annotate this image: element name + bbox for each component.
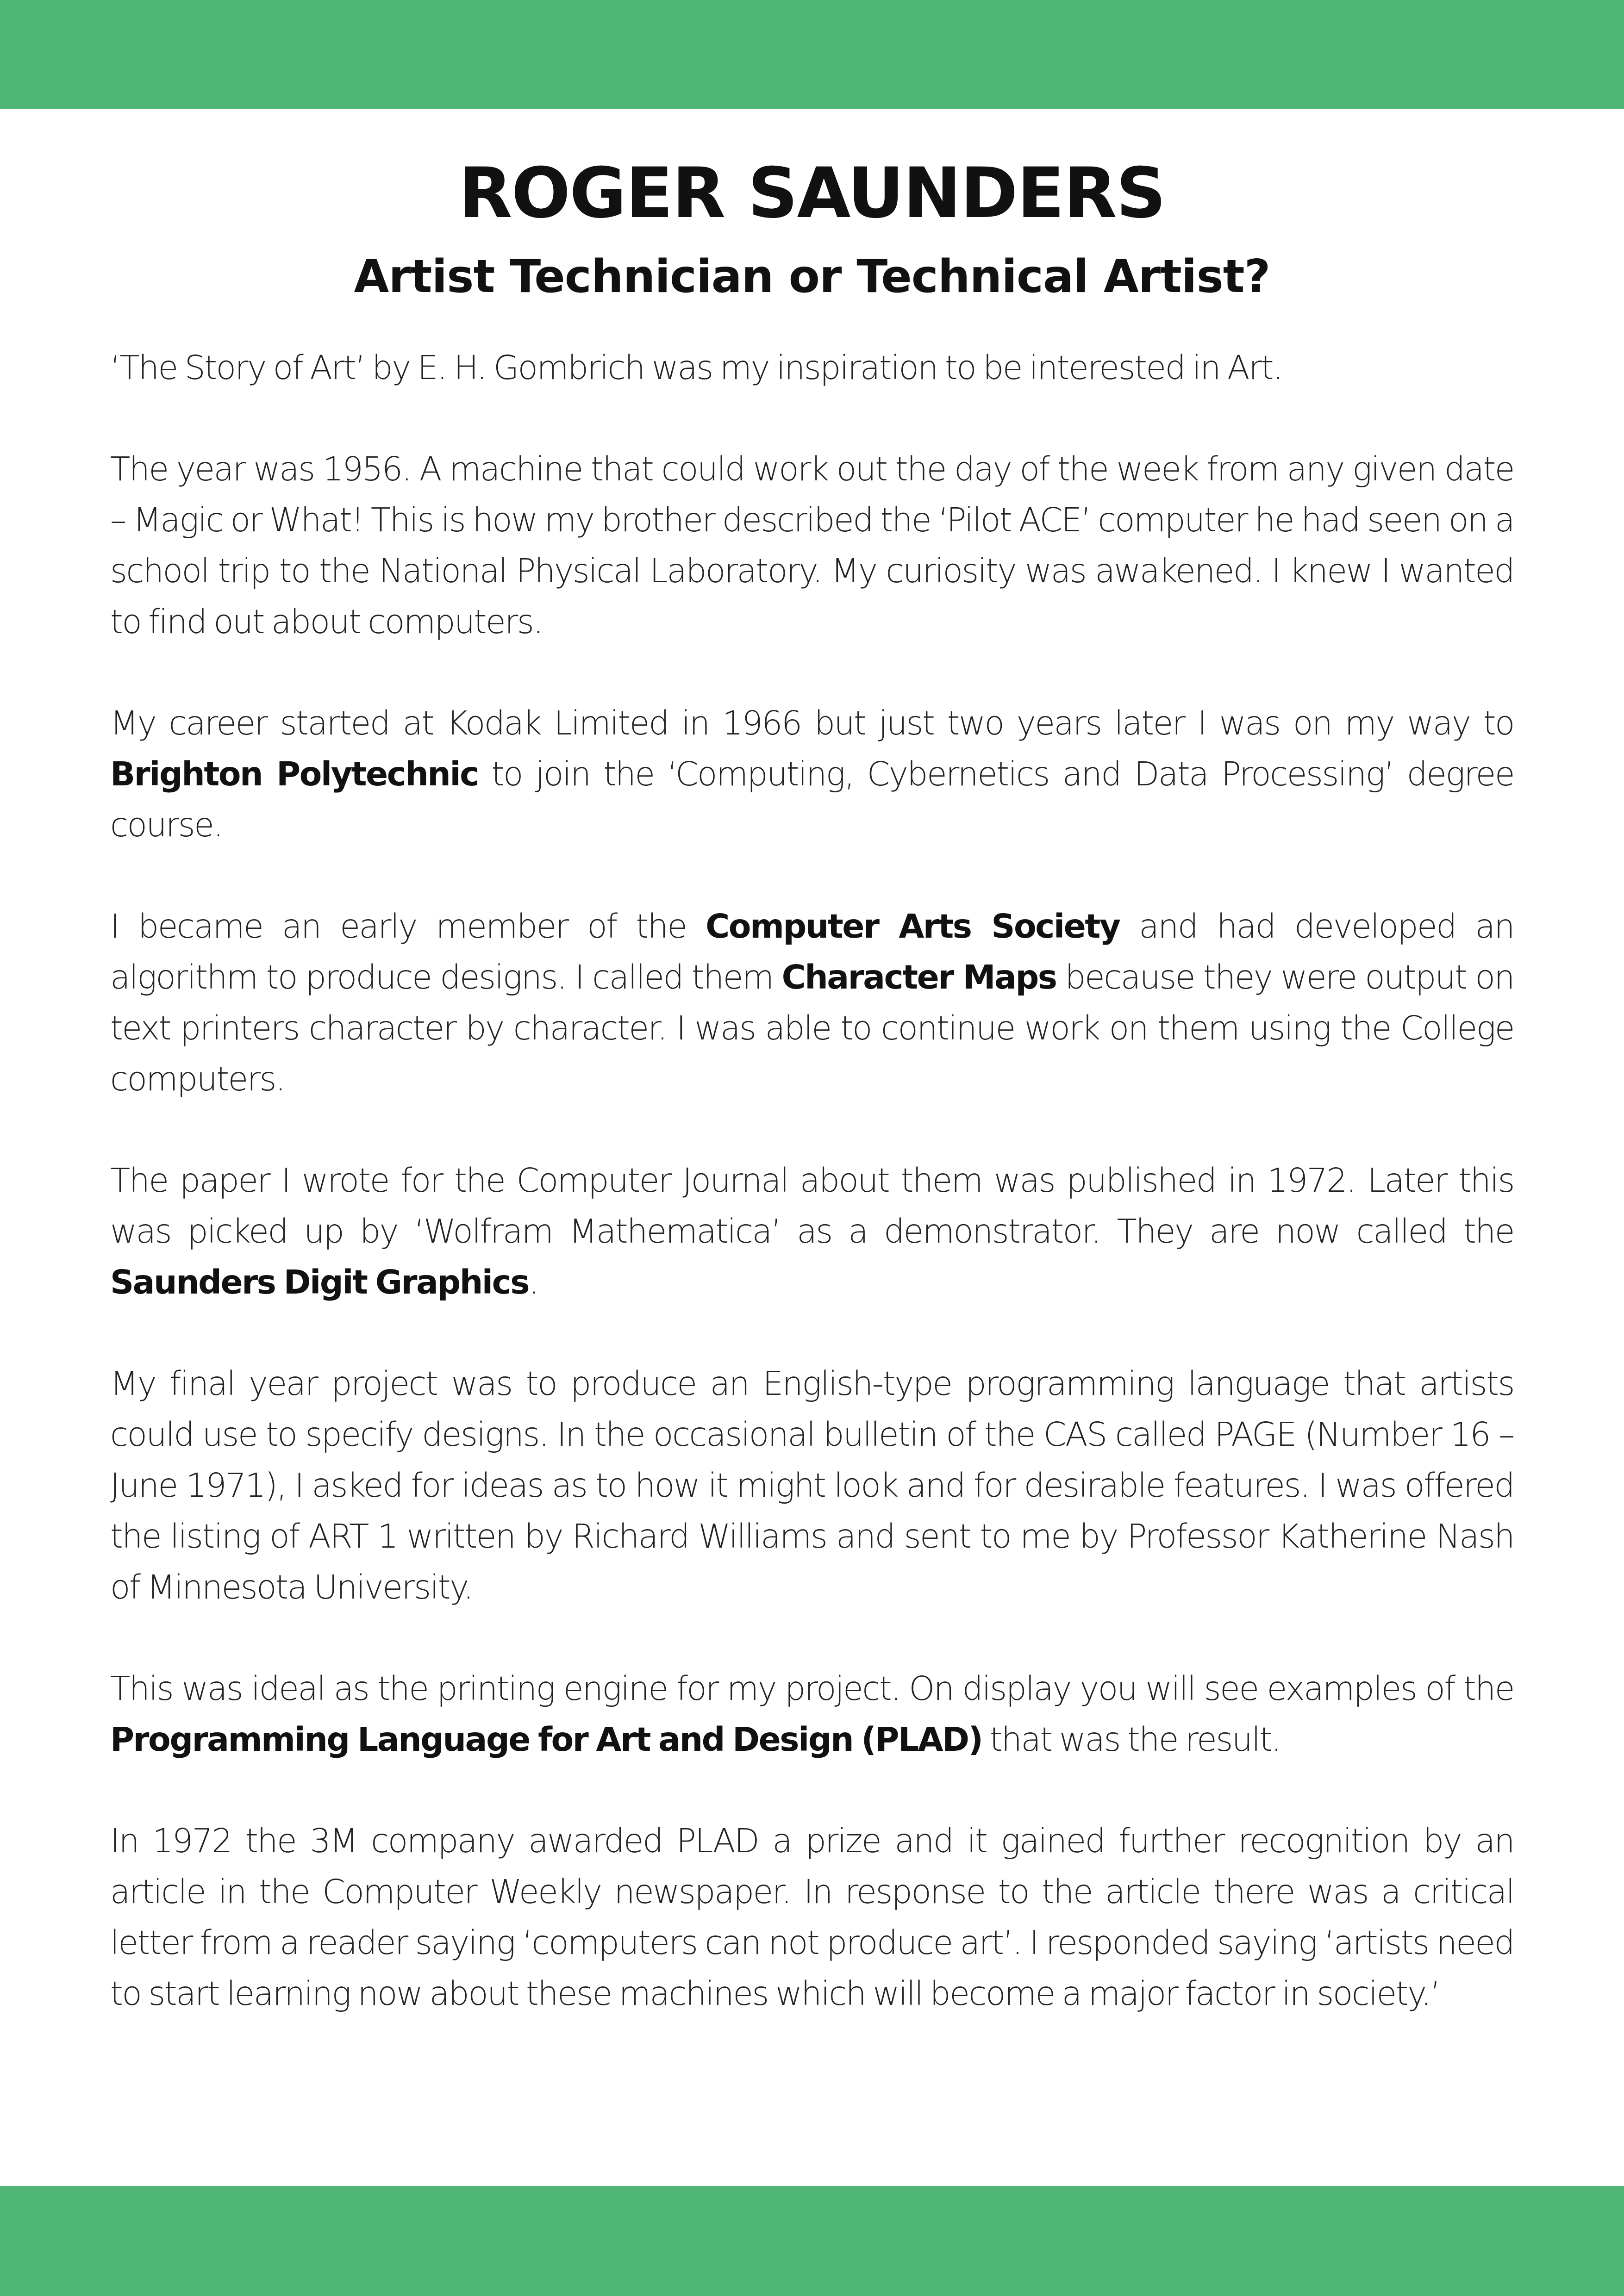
journal-text-start: The paper I wrote for the Computer Journal about them was published in 1972. Later this was picked up by ‘Wolfram Mathematica’ as a demonstrator. They are now called the xyxy=(110,1161,1514,1251)
paragraph-recognition: In 1972 the 3M company awarded PLAD a prize and it gained further recognition by an article in the Computer Weekly newspaper. In response to the article there was a critical letter from a reader saying ‘computers can not produce art’. I responded saying ‘artists need to start learning now about these machines which will become a major factor in society.’ xyxy=(110,1822,1514,2013)
page-subtitle: Artist Technician or Technical Artist? xyxy=(354,250,1270,303)
brighton-polytechnic-highlight: Brighton Polytechnic xyxy=(110,755,478,793)
plad-highlight: Programming Language for Art and Design (PLAD) xyxy=(110,1720,982,1759)
paragraph-career xyxy=(110,698,1514,851)
cas-text-start: I became an early member of the xyxy=(110,907,706,946)
saunders-digit-graphics-highlight: Saunders Digit Graphics xyxy=(110,1263,529,1301)
header xyxy=(0,147,1624,314)
paragraph-plad xyxy=(110,1663,1514,1765)
paragraph-final-year-project: My final year project was to produce an English-type programming language that artists could use to specify designs. In the occasional bulletin of the CAS called PAGE (Number 16 – June 1971), I asked for ideas as to how it might look and for desirable features. I was offered the listing of ART 1 written by Richard Williams and sent to me by Professor Katherine Nash of Minnesota University. xyxy=(110,1364,1514,1606)
paragraph-character-maps xyxy=(110,901,1514,1105)
journal-text-end: . xyxy=(528,1263,538,1301)
cas-text-end: because they were output on text printers character by character. I was able to continue work on them using the College computers. xyxy=(110,958,1514,1098)
paragraph-pilot-ace: The year was 1956. A machine that could work out the day of the week from any given date – Magic or What! This is how my brother described the ‘Pilot ACE’ computer he had seen on a school trip to the National Physical Laboratory. My curiosity was awakened. I knew I wanted to find out about computers. xyxy=(110,450,1514,641)
article-body xyxy=(110,342,1514,2070)
plad-text-start: This was ideal as the printing engine for my project. On display you will see examples of the xyxy=(110,1669,1514,1708)
bottom-green-band xyxy=(0,2186,1624,2296)
computer-arts-society-highlight: Computer Arts Society xyxy=(706,907,1120,946)
paragraph-inspiration: ‘The Story of Art’ by E. H. Gombrich was my inspiration to be interested in Art. xyxy=(110,348,1282,387)
page-title: ROGER SAUNDERS xyxy=(459,153,1165,234)
cas-text-middle: and had developed an algorithm to produce designs. I called them xyxy=(110,907,1514,996)
paragraph-digit-graphics xyxy=(110,1155,1514,1308)
top-green-band xyxy=(0,0,1624,109)
character-maps-highlight: Character Maps xyxy=(781,958,1056,996)
plad-text-end: that was the result. xyxy=(982,1720,1280,1759)
career-text-end: to join the ‘Computing, Cybernetics and Data Processing’ degree course. xyxy=(110,755,1514,844)
career-text-start: My career started at Kodak Limited in 1966 but just two years later I was on my way to xyxy=(110,704,1514,742)
